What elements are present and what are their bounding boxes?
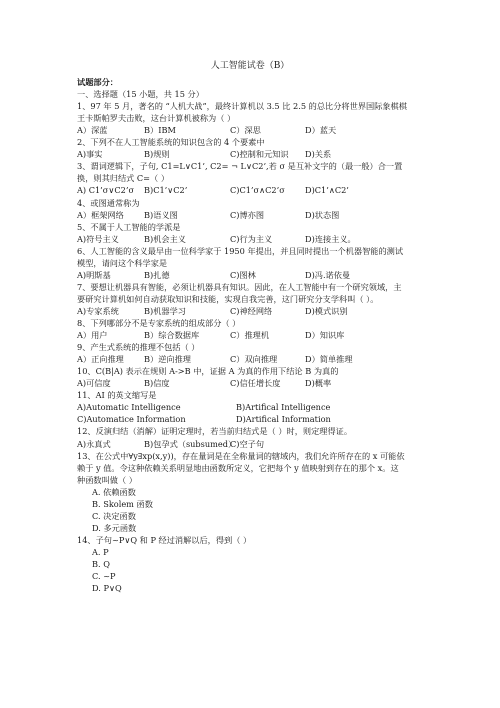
option-a: A)可信度 xyxy=(77,378,111,389)
question-text: 3、谓词逻辑下，子句, C1=L∨C1’, C2= ¬ L∨C2’,若 σ 是互补文字的（最一般）合一置 xyxy=(77,161,403,172)
question-text: 8、下列哪部分不是专家系统的组成部分（ ） xyxy=(77,318,241,328)
option-item: A. 依赖函数 xyxy=(92,486,136,497)
option-d: D）知识库 xyxy=(305,330,345,341)
option-b: B)信度 xyxy=(144,378,170,389)
question-text: 4、或图通常称为 xyxy=(77,197,140,208)
option-d: D)连接主义。 xyxy=(305,233,356,244)
option-a: A)事实 xyxy=(77,149,103,160)
option-c: C）深思 xyxy=(230,125,261,136)
option-b: B)机会主义 xyxy=(144,233,186,244)
option-a: A) C1’σ∨C2’σ xyxy=(77,185,135,196)
option-d: D）简单推理 xyxy=(305,354,353,365)
option-d: D)模式识别 xyxy=(305,305,348,316)
question-text: 11、AI 的英文缩写是 xyxy=(77,390,157,401)
option-b: B)扎德 xyxy=(144,269,170,280)
option-d: D)冯.诺依曼 xyxy=(305,269,351,280)
option-b: B）IBM xyxy=(144,125,176,136)
question-text: 10、C(B|A) 表示在规则 A->B 中，证据 A 为真的作用下结论 B 为真的 xyxy=(77,366,339,377)
option-b: B)C1’∨C2’ xyxy=(144,185,188,196)
question-text: 7、要想让机器具有智能，必须让机器具有知识。因此，在人工智能中有一个研究领域，主 xyxy=(77,281,402,292)
question-text: 要研究计算机如何自动获取知识和技能，实现自我完善，这门研究分支学科叫（ ）。 xyxy=(77,293,379,304)
option-c: C)神经网络 xyxy=(230,305,273,316)
question-text: 换，则其归结式 C=（ ） xyxy=(77,173,170,184)
question-text: 14、子句~P∨Q 和 P 经过消解以后，得到（ ） xyxy=(77,534,252,545)
question-text: 12、反演归结（消解）证明定理时，若当前归结式是（ ）时，则定理得证。 xyxy=(77,426,353,437)
option-item: D. 多元函数 xyxy=(92,522,137,533)
option-a: A)符号主义 xyxy=(77,233,119,244)
option-b: B）综合数据库 xyxy=(144,330,200,341)
option-item: B. Q xyxy=(92,559,110,569)
option-b: B)规则 xyxy=(144,149,170,160)
option-item: D. P∨Q xyxy=(92,583,122,594)
option-item: D)Artifical Information xyxy=(236,414,331,425)
option-a: A）正向推理 xyxy=(77,354,124,365)
question-text: 种函数叫做（ ） xyxy=(77,474,137,485)
option-c: C）双向推理 xyxy=(230,354,278,365)
question-text: 2、下列不在人工智能系统的知识包含的 4 个要素中 xyxy=(77,137,265,148)
option-c: C)空子句 xyxy=(230,438,265,449)
option-d: D）蓝天 xyxy=(305,125,337,136)
option-c: C)行为主义 xyxy=(230,233,273,244)
option-item: C)Automatice Information xyxy=(77,414,186,425)
option-a: A）用户 xyxy=(77,330,108,341)
option-b: B）逆向推理 xyxy=(144,354,191,365)
option-item: C. 决定函数 xyxy=(92,510,136,521)
option-c: C)博亦图 xyxy=(230,209,265,220)
question-text: 13、在公式中∀y∃xp(x,y))，存在量词是在全称量词的辖域内，我们允许所存在的 x 可能依 xyxy=(77,450,405,461)
question-text: 王卡斯帕罗夫击败，这台计算机被称为（ ） xyxy=(77,113,236,124)
question-text: 模型，请问这个科学家是 xyxy=(77,257,168,268)
option-b: B)包孕式（subsumed） xyxy=(144,438,237,449)
option-d: D)C1’∧C2’ xyxy=(305,185,349,196)
question-text: 9、产生式系统的推理不包括（ ） xyxy=(77,342,200,353)
option-a: A)永真式 xyxy=(77,438,111,449)
option-d: D)状态图 xyxy=(305,209,340,220)
option-c: C)信任增长度 xyxy=(230,378,281,389)
option-b: B)语义图 xyxy=(144,209,178,220)
question-text: 1、97 年 5 月，著名的 “人机大战”，最终计算机以 3.5 比 2.5 的总比分将世界国际象棋棋 xyxy=(77,101,407,112)
option-b: B)机器学习 xyxy=(144,305,186,316)
question-text: 5、不属于人工智能的学派是 xyxy=(77,221,181,232)
option-item: A. P xyxy=(92,546,109,557)
option-item: B)Artifical Intelligence xyxy=(236,402,331,413)
option-item: C. ~P xyxy=(92,571,116,582)
option-item: B. Skolem 函数 xyxy=(92,498,153,509)
section-heading: 一、选择题（15 小题，共 15 分） xyxy=(77,89,204,100)
option-c: C)图林 xyxy=(230,269,256,280)
option-a: A)明斯基 xyxy=(77,269,111,280)
option-item: A)Automatic Intelligence xyxy=(77,402,181,413)
question-text: 赖于 y 值。令这种依赖关系明显地由函数所定义，它把每个 y 值映射到存在的那个 x。这 xyxy=(77,462,399,473)
page-title: 人工智能试卷（B） xyxy=(210,61,290,71)
option-d: D)关系 xyxy=(305,149,332,160)
option-c: C)C1’σ∧C2’σ xyxy=(230,185,285,196)
option-c: C）推理机 xyxy=(230,330,270,341)
option-a: A）框架网络 xyxy=(77,209,124,220)
option-d: D)概率 xyxy=(305,378,332,389)
question-text: 6、人工智能的含义最早由一位科学家于 1950 年提出，并且同时提出一个机器智能的测试 xyxy=(77,245,404,256)
section-label: 试题部分： xyxy=(77,77,118,87)
option-c: C)控制和元知识 xyxy=(230,149,289,160)
option-a: A）深蓝 xyxy=(77,125,108,136)
option-a: A)专家系统 xyxy=(77,305,119,316)
